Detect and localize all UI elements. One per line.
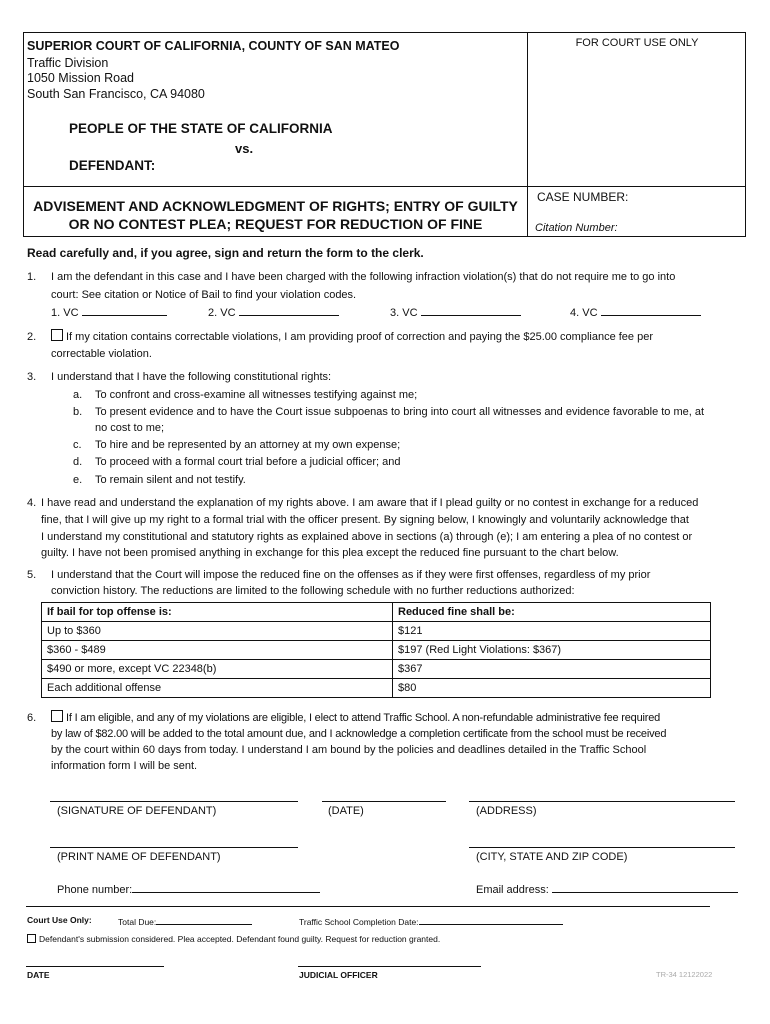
table-cell: $360 - $489 [42, 641, 393, 660]
table-cell: $367 [393, 660, 711, 679]
phone-field[interactable]: Phone number: [57, 881, 320, 896]
judicial-officer-label: JUDICIAL OFFICER [299, 970, 378, 980]
completion-date-field[interactable]: Traffic School Completion Date: [299, 915, 563, 927]
case-number-label: CASE NUMBER: [537, 190, 629, 204]
item1-line1: I am the defendant in this case and I have been charged with the following infraction violation(s) that do not require me to go into [51, 271, 676, 283]
item6-line4: information form I will be sent. [51, 760, 198, 772]
right-b-line1: To present evidence and to have the Court issue subpoenas to bring into court all witnesses and evidence favorable to me, at [95, 406, 705, 418]
right-c: To hire and be represented by an attorney at my own expense; [95, 439, 401, 451]
right-b-label: b. [73, 406, 83, 418]
item4-number: 4. [27, 497, 37, 509]
item2-line2: correctable violation. [51, 348, 152, 360]
defendant-label: DEFENDANT: [69, 158, 156, 173]
item5-number: 5. [27, 569, 37, 581]
date-label: (DATE) [328, 805, 364, 817]
table-header-fine: Reduced fine shall be: [393, 603, 711, 622]
table-cell: Each additional offense [42, 679, 393, 698]
table-cell: $121 [393, 622, 711, 641]
court-name: SUPERIOR COURT OF CALIFORNIA, COUNTY OF SAN MATEO [27, 39, 400, 53]
people-label: PEOPLE OF THE STATE OF CALIFORNIA [69, 121, 333, 136]
address-line[interactable] [469, 801, 735, 802]
vc-field-3[interactable]: 3. VC [390, 304, 521, 322]
right-e-label: e. [73, 474, 83, 486]
judicial-officer-line[interactable] [298, 966, 481, 967]
signature-line[interactable] [50, 801, 298, 802]
court-use-divider [26, 906, 710, 907]
print-name-label: (PRINT NAME OF DEFENDANT) [57, 851, 221, 863]
address-label: (ADDRESS) [476, 805, 537, 817]
table-row [42, 641, 711, 660]
table-cell: $80 [393, 679, 711, 698]
table-header-bail: If bail for top offense is: [42, 603, 393, 622]
citation-number-label: Citation Number: [535, 222, 618, 234]
item2-line1: If my citation contains correctable violations, I am providing proof of correction and paying the $25.00 compliance fee per [51, 329, 653, 346]
signature-label: (SIGNATURE OF DEFENDANT) [57, 805, 217, 817]
court-street: 1050 Mission Road [27, 71, 135, 85]
intro-instruction: Read carefully and, if you agree, sign and return the form to the clerk. [27, 246, 424, 260]
item3-number: 3. [27, 371, 37, 383]
right-e: To remain silent and not testify. [95, 474, 246, 486]
right-d: To proceed with a formal court trial before a judicial officer; and [95, 456, 401, 468]
table-row [42, 660, 711, 679]
header-divider-vertical [527, 33, 528, 236]
table-cell: $197 (Red Light Violations: $367) [393, 641, 711, 660]
item1-line2: court: See citation or Notice of Bail to find your violation codes. [51, 289, 357, 301]
email-field[interactable]: Email address: [476, 881, 738, 896]
table-header-row [42, 603, 711, 622]
table-cell: Up to $360 [42, 622, 393, 641]
vc-field-2[interactable]: 2. VC [208, 304, 339, 322]
form-title: ADVISEMENT AND ACKNOWLEDGMENT OF RIGHTS; ENTRY OF GUILTY OR NO CONTEST PLEA; REQUEST FOR REDUCTION OF FINE [33, 198, 518, 232]
header-divider-horizontal [24, 186, 745, 187]
right-a: To confront and cross-examine all witnesses testifying against me; [95, 389, 418, 401]
item3-intro: I understand that I have the following constitutional rights: [51, 371, 332, 383]
vc-field-1[interactable]: 1. VC [51, 304, 167, 322]
item6-number: 6. [27, 712, 37, 724]
court-date-label: DATE [27, 970, 50, 980]
item6-line1: If I am eligible, and any of my violations are eligible, I elect to attend Traffic School. A non-refundable administrative fee required [51, 710, 660, 727]
city-line[interactable] [469, 847, 735, 848]
right-b-line2: no cost to me; [95, 422, 165, 434]
reduced-fine-table [41, 602, 711, 698]
item4-line1: I have read and understand the explanation of my rights above. I am aware that if I plead guilty or no contest in exchange for a reduced [41, 497, 699, 509]
date-line[interactable] [322, 801, 446, 802]
compliance-checkbox[interactable] [51, 329, 63, 341]
right-a-label: a. [73, 389, 83, 401]
item4-line3: I understand my constitutional and statutory rights as explained above in sections (a) through (e); I am entering a plea of no contest or [41, 531, 693, 543]
court-date-line[interactable] [26, 966, 164, 967]
item5-line1: I understand that the Court will impose the reduced fine on the offenses as if they were first offenses, regardless of my prior [51, 569, 651, 581]
vs-label: vs. [235, 141, 254, 156]
item6-line2: by law of $82.00 will be added to the total amount due, and I acknowledge a completion certificate from the school must be received [51, 728, 667, 740]
court-city: South San Francisco, CA 94080 [27, 87, 205, 101]
city-label: (CITY, STATE AND ZIP CODE) [476, 851, 628, 863]
item5-line2: conviction history. The reductions are limited to the following schedule with no further reductions authorized: [51, 585, 575, 597]
vc-field-4[interactable]: 4. VC [570, 304, 701, 322]
traffic-school-checkbox[interactable] [51, 710, 63, 722]
item6-line3: by the court within 60 days from today. I understand I am bound by the policies and deadlines detailed in the Traffic School [51, 744, 647, 756]
court-division: Traffic Division [27, 56, 109, 70]
plea-accepted-row: Defendant's submission considered. Plea accepted. Defendant found guilty. Request for reduction granted. [27, 934, 440, 944]
header-box [23, 32, 746, 237]
item4-line2: fine, that I will give up my right to a formal trial with the officer present. By signing below, I knowingly and voluntarily acknowledge that [41, 514, 689, 526]
total-due-field[interactable]: Total Due: [118, 915, 252, 927]
court-use-only-label: FOR COURT USE ONLY [575, 37, 699, 49]
table-row [42, 622, 711, 641]
right-d-label: d. [73, 456, 83, 468]
form-number: TR-34 12122022 [656, 970, 713, 979]
item4-line4: guilty. I have not been promised anything in exchange for this plea except the reduced fine pursuant to the chart below. [41, 547, 619, 559]
right-c-label: c. [73, 439, 82, 451]
item2-number: 2. [27, 331, 37, 343]
item1-number: 1. [27, 271, 37, 283]
table-row [42, 679, 711, 698]
table-cell: $490 or more, except VC 22348(b) [42, 660, 393, 679]
court-use-label: Court Use Only: [27, 915, 92, 925]
print-name-line[interactable] [50, 847, 298, 848]
plea-accepted-checkbox[interactable] [27, 934, 36, 943]
